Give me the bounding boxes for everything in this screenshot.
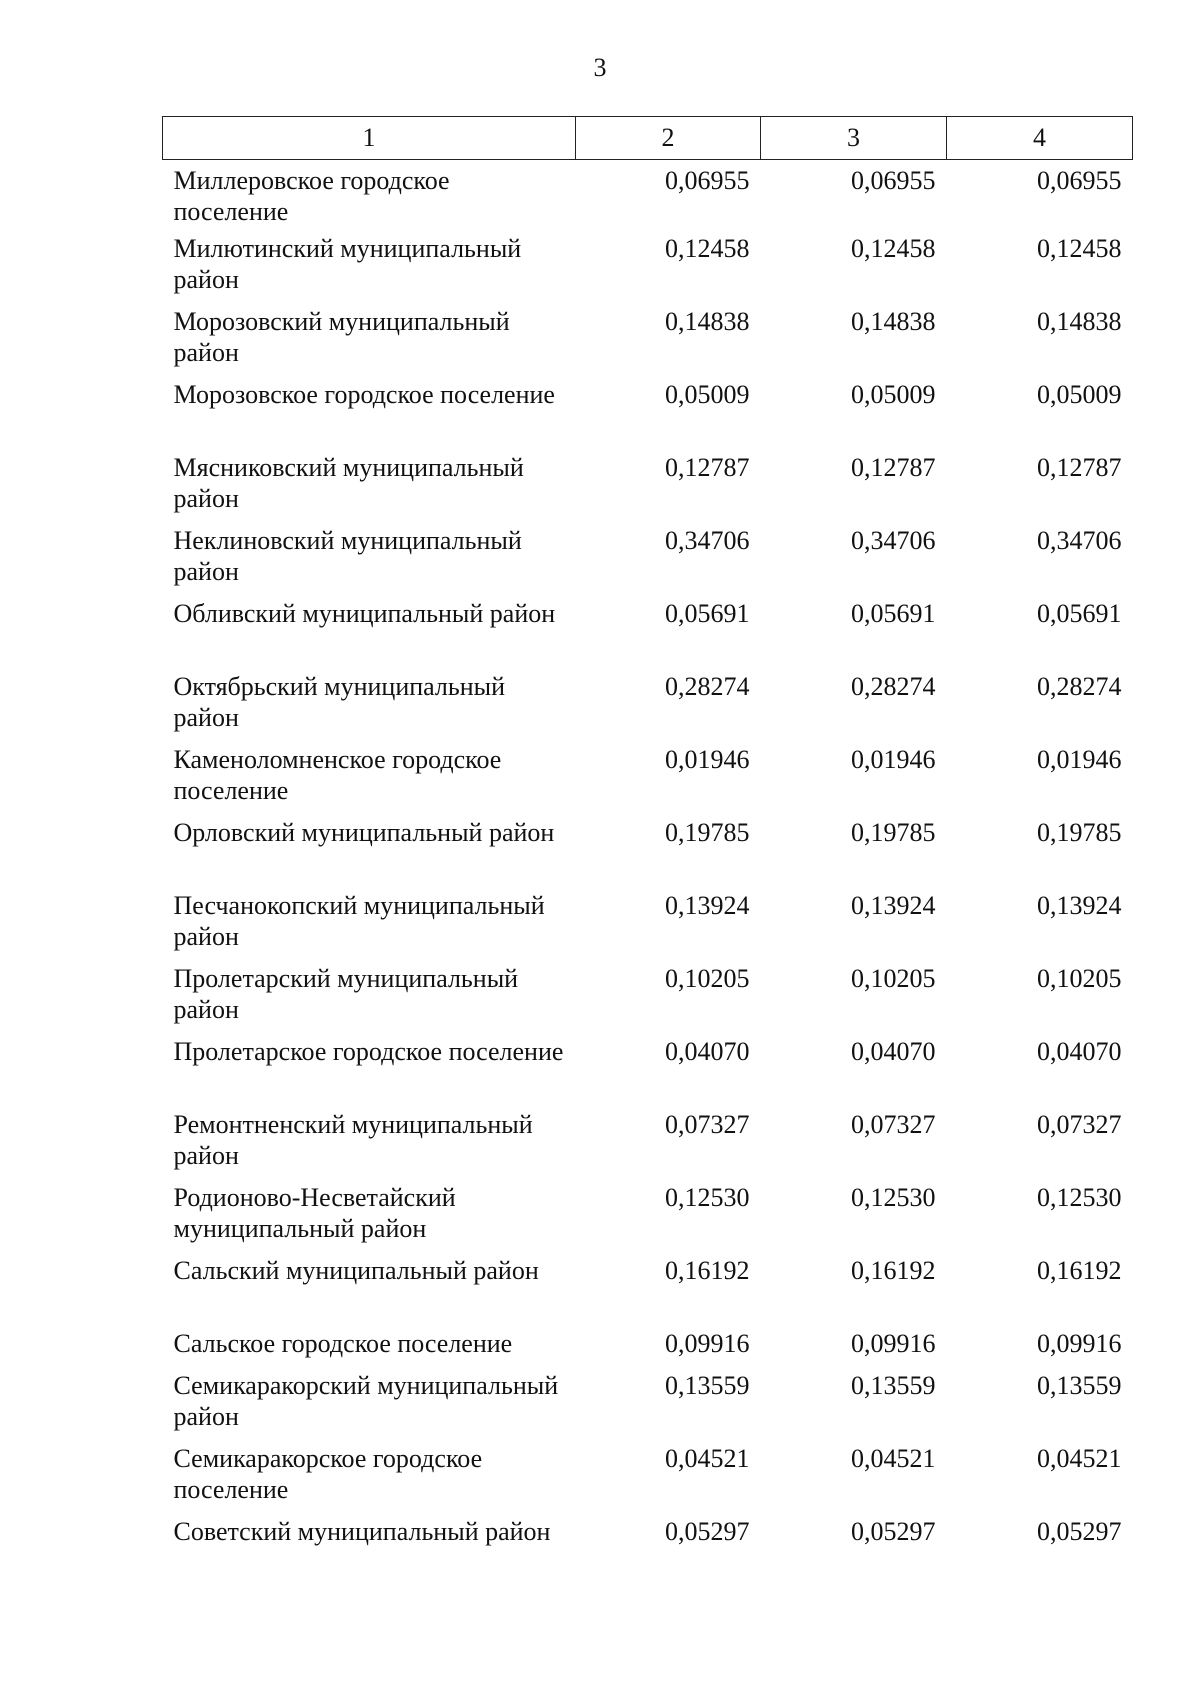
municipality-name: Морозовский муниципальный район — [173, 306, 510, 367]
table-row — [163, 306, 1133, 379]
value-col-2: 0,04070 — [665, 1036, 750, 1066]
table-row — [163, 452, 1133, 525]
value-col-3: 0,09916 — [851, 1328, 936, 1358]
value-col-2: 0,14838 — [665, 306, 750, 336]
value-col-4: 0,12530 — [1037, 1182, 1122, 1212]
value-col-2: 0,09916 — [665, 1328, 750, 1358]
value-col-2: 0,05009 — [665, 379, 750, 409]
table-row — [163, 744, 1133, 817]
table-row — [163, 1516, 1133, 1589]
municipality-name: Пролетарское городское поселение — [173, 1036, 564, 1066]
value-col-4: 0,07327 — [1037, 1109, 1122, 1139]
table-row — [163, 598, 1133, 671]
value-col-2: 0,12530 — [665, 1182, 750, 1212]
table-row — [163, 1443, 1133, 1516]
value-col-3: 0,13924 — [851, 890, 936, 920]
column-header-3: 3 — [761, 117, 947, 160]
municipality-name: Орловский муниципальный район — [173, 817, 555, 847]
value-col-2: 0,07327 — [665, 1109, 750, 1139]
value-col-4: 0,09916 — [1037, 1328, 1122, 1358]
municipality-name: Сальское городское поселение — [173, 1328, 513, 1358]
table-row — [163, 1109, 1133, 1182]
value-col-4: 0,19785 — [1037, 817, 1122, 847]
value-col-2: 0,16192 — [665, 1255, 750, 1285]
municipality-name: Советский муниципальный район — [173, 1516, 551, 1546]
municipality-name: Ремонтненский муниципальный район — [173, 1109, 533, 1170]
value-col-3: 0,04070 — [851, 1036, 936, 1066]
value-col-3: 0,05297 — [851, 1516, 936, 1546]
value-col-2: 0,12458 — [665, 233, 750, 263]
value-col-4: 0,10205 — [1037, 963, 1122, 993]
value-col-3: 0,05691 — [851, 598, 936, 628]
value-col-2: 0,05297 — [665, 1516, 750, 1546]
coefficients-table — [162, 116, 1133, 1589]
table-row — [163, 160, 1133, 233]
municipality-name: Обливский муниципальный район — [173, 598, 556, 628]
municipality-name: Милютинский муниципальный район — [173, 233, 522, 294]
municipality-name: Морозовское городское поселение — [173, 379, 555, 409]
value-col-3: 0,04521 — [851, 1443, 936, 1473]
value-col-2: 0,01946 — [665, 744, 750, 774]
value-col-3: 0,12458 — [851, 233, 936, 263]
value-col-4: 0,13559 — [1037, 1370, 1122, 1400]
value-col-3: 0,12530 — [851, 1182, 936, 1212]
value-col-3: 0,19785 — [851, 817, 936, 847]
value-col-3: 0,34706 — [851, 525, 936, 555]
value-col-2: 0,13924 — [665, 890, 750, 920]
value-col-4: 0,13924 — [1037, 890, 1122, 920]
municipality-name: Миллеровское городское поселение — [173, 166, 450, 226]
value-col-3: 0,14838 — [851, 306, 936, 336]
value-col-4: 0,04521 — [1037, 1443, 1122, 1473]
table-row — [163, 671, 1133, 744]
value-col-2: 0,04521 — [665, 1443, 750, 1473]
municipality-name: Мясниковский муниципальный район — [173, 452, 524, 513]
value-col-2: 0,10205 — [665, 963, 750, 993]
column-header-4: 4 — [947, 117, 1133, 160]
municipality-name: Семикаракорское городское поселение — [173, 1443, 483, 1504]
value-col-3: 0,01946 — [851, 744, 936, 774]
value-col-2: 0,05691 — [665, 598, 750, 628]
municipality-name: Неклиновский муниципальный район — [173, 525, 522, 586]
value-col-2: 0,34706 — [665, 525, 750, 555]
value-col-3: 0,28274 — [851, 671, 936, 701]
value-col-4: 0,12458 — [1037, 233, 1122, 263]
value-col-3: 0,05009 — [851, 379, 936, 409]
value-col-4: 0,01946 — [1037, 744, 1122, 774]
municipality-name: Октябрьский муниципальный район — [173, 671, 506, 732]
table-header-row — [163, 117, 1133, 160]
table-row — [163, 817, 1133, 890]
column-header-2: 2 — [576, 117, 761, 160]
municipality-name: Сальский муниципальный район — [173, 1255, 539, 1285]
municipality-name: Песчанокопский муниципальный район — [173, 890, 545, 951]
value-col-2: 0,19785 — [665, 817, 750, 847]
value-col-4: 0,16192 — [1037, 1255, 1122, 1285]
value-col-2: 0,12787 — [665, 452, 750, 482]
value-col-4: 0,14838 — [1037, 306, 1122, 336]
value-col-3: 0,10205 — [851, 963, 936, 993]
municipality-name: Каменоломненское городское поселение — [173, 744, 502, 805]
table-row — [163, 890, 1133, 963]
value-col-4: 0,04070 — [1037, 1036, 1122, 1066]
table-row — [163, 1328, 1133, 1370]
value-col-3: 0,12787 — [851, 452, 936, 482]
value-col-3: 0,16192 — [851, 1255, 936, 1285]
value-col-3: 0,06955 — [851, 166, 936, 195]
value-col-4: 0,06955 — [1037, 166, 1122, 195]
value-col-4: 0,05297 — [1037, 1516, 1122, 1546]
municipality-name: Семикаракорский муниципальный район — [173, 1370, 559, 1431]
table-row — [163, 1036, 1133, 1109]
value-col-4: 0,05691 — [1037, 598, 1122, 628]
table-row — [163, 1182, 1133, 1255]
municipality-name: Пролетарский муниципальный район — [173, 963, 519, 1024]
table-row — [163, 525, 1133, 598]
table-row — [163, 233, 1133, 306]
table-row — [163, 379, 1133, 452]
value-col-3: 0,07327 — [851, 1109, 936, 1139]
table-row — [163, 963, 1133, 1036]
value-col-2: 0,06955 — [665, 166, 750, 195]
value-col-2: 0,13559 — [665, 1370, 750, 1400]
table-row — [163, 1255, 1133, 1328]
page-number: 3 — [593, 53, 607, 82]
value-col-4: 0,12787 — [1037, 452, 1122, 482]
value-col-4: 0,05009 — [1037, 379, 1122, 409]
value-col-2: 0,28274 — [665, 671, 750, 701]
table-body — [163, 160, 1133, 1589]
table-row — [163, 1370, 1133, 1443]
value-col-4: 0,28274 — [1037, 671, 1122, 701]
municipality-name: Родионово-Несветайский муниципальный район — [173, 1182, 456, 1243]
value-col-3: 0,13559 — [851, 1370, 936, 1400]
value-col-4: 0,34706 — [1037, 525, 1122, 555]
column-header-1: 1 — [163, 117, 576, 160]
